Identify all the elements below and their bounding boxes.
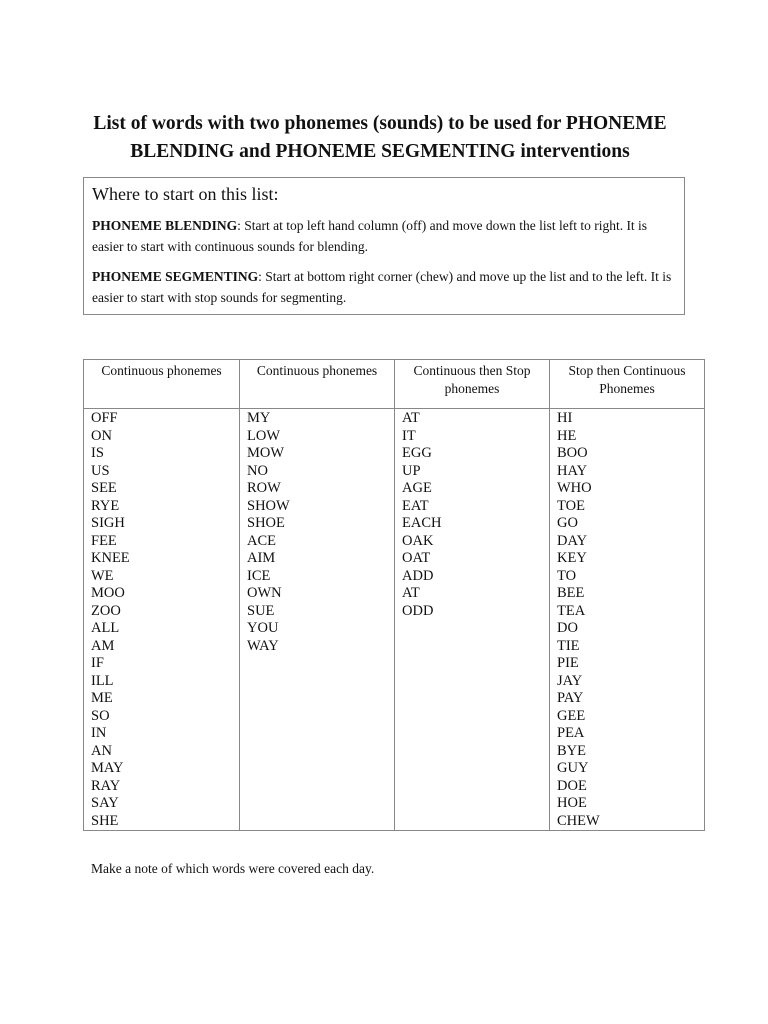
list-item: TIE <box>557 637 580 654</box>
list-item: AGE <box>402 480 432 496</box>
list-item: PAY <box>557 690 584 706</box>
table-header-row <box>84 360 705 409</box>
list-item: SO <box>91 707 110 724</box>
list-item: JAY <box>557 672 583 689</box>
list-item: WE <box>91 567 114 584</box>
list-item: SEE <box>91 480 117 496</box>
list-item: SHOW <box>247 497 290 514</box>
list-item: ODD <box>402 602 434 619</box>
segmenting-text: : Start at bottom right corner (chew) and move up the list and to the left. It is easier to start with stop sounds for segmenting. <box>92 269 672 305</box>
list-item: AM <box>91 637 115 654</box>
list-item: KEY <box>557 550 587 566</box>
column-header: Stop then Continuous Phonemes <box>550 360 705 409</box>
list-item: IN <box>91 725 107 741</box>
document-title <box>60 110 700 166</box>
list-item: HAY <box>557 462 588 479</box>
list-item: EGG <box>402 445 432 461</box>
table-row <box>84 409 705 831</box>
list-item: ZOO <box>91 602 121 619</box>
list-item: IT <box>402 427 416 444</box>
list-item: DOE <box>557 777 587 794</box>
list-item: IF <box>91 655 104 671</box>
list-item: GUY <box>557 760 589 776</box>
list-item: US <box>91 462 110 479</box>
column-header: Continuous then Stop phonemes <box>395 360 550 409</box>
word-column <box>84 409 240 831</box>
list-item: MAY <box>91 760 124 776</box>
list-item: TEA <box>557 602 586 619</box>
title-line-2: BLENDING and PHONEME SEGMENTING interventions <box>130 141 630 162</box>
list-item: HOE <box>557 795 587 811</box>
list-item: MY <box>247 410 271 426</box>
list-item: ICE <box>247 567 271 584</box>
instructions-box <box>83 177 685 315</box>
list-item: ILL <box>91 672 114 689</box>
list-item: AN <box>91 742 112 759</box>
list-item: ME <box>91 690 113 706</box>
blending-label: PHONEME BLENDING <box>92 218 238 233</box>
instructions-heading: Where to start on this list: <box>92 184 279 204</box>
list-item: FEE <box>91 532 117 549</box>
list-item: IS <box>91 445 104 461</box>
word-column <box>550 409 705 831</box>
list-item: ADD <box>402 567 434 584</box>
list-item: RYE <box>91 497 120 514</box>
segmenting-instruction <box>92 266 676 308</box>
list-item: GO <box>557 515 578 531</box>
list-item: HE <box>557 427 577 444</box>
segmenting-label: PHONEME SEGMENTING <box>92 269 259 284</box>
list-item: BYE <box>557 742 586 759</box>
list-item: SHE <box>91 812 119 829</box>
list-item: ALL <box>91 620 120 636</box>
list-item: EACH <box>402 515 442 531</box>
list-item: KNEE <box>91 550 130 566</box>
list-item: DO <box>557 620 578 636</box>
blending-instruction <box>92 215 676 257</box>
list-item: TOE <box>557 497 585 514</box>
list-item: PIE <box>557 655 579 671</box>
list-item: UP <box>402 462 421 479</box>
list-item: ROW <box>247 480 281 496</box>
column-header: Continuous phonemes <box>240 360 395 409</box>
title-line-1: List of words with two phonemes (sounds) to be used for PHONEME <box>93 113 667 134</box>
list-item: BOO <box>557 445 588 461</box>
column-header: Continuous phonemes <box>84 360 240 409</box>
list-item: AT <box>402 585 420 601</box>
list-item: WAY <box>247 637 279 654</box>
list-item: SHOE <box>247 515 285 531</box>
list-item: TO <box>557 567 577 584</box>
list-item: MOW <box>247 445 285 461</box>
list-item: OAK <box>402 532 434 549</box>
list-item: WHO <box>557 480 592 496</box>
list-item: LOW <box>247 427 281 444</box>
word-column <box>395 409 550 831</box>
list-item: ACE <box>247 532 276 549</box>
list-item: GEE <box>557 707 586 724</box>
list-item: OFF <box>91 410 118 426</box>
list-item: YOU <box>247 620 279 636</box>
list-item: HI <box>557 410 573 426</box>
list-item: MOO <box>91 585 125 601</box>
list-item: EAT <box>402 497 429 514</box>
blending-text: : Start at top left hand column (off) and move down the list left to right. It is easier to start with continuous sounds for blending. <box>92 218 648 254</box>
word-table <box>83 359 705 831</box>
word-column <box>240 409 395 831</box>
list-item: RAY <box>91 777 121 794</box>
list-item: CHEW <box>557 812 600 829</box>
list-item: SUE <box>247 602 275 619</box>
footer-note: Make a note of which words were covered each day. <box>91 861 375 876</box>
list-item: NO <box>247 462 268 479</box>
list-item: BEE <box>557 585 585 601</box>
list-item: OWN <box>247 585 282 601</box>
list-item: AIM <box>247 550 276 566</box>
list-item: OAT <box>402 550 431 566</box>
list-item: SIGH <box>91 515 125 531</box>
list-item: ON <box>91 427 112 444</box>
list-item: PEA <box>557 725 585 741</box>
list-item: SAY <box>91 795 119 811</box>
list-item: DAY <box>557 532 588 549</box>
list-item: AT <box>402 410 420 426</box>
